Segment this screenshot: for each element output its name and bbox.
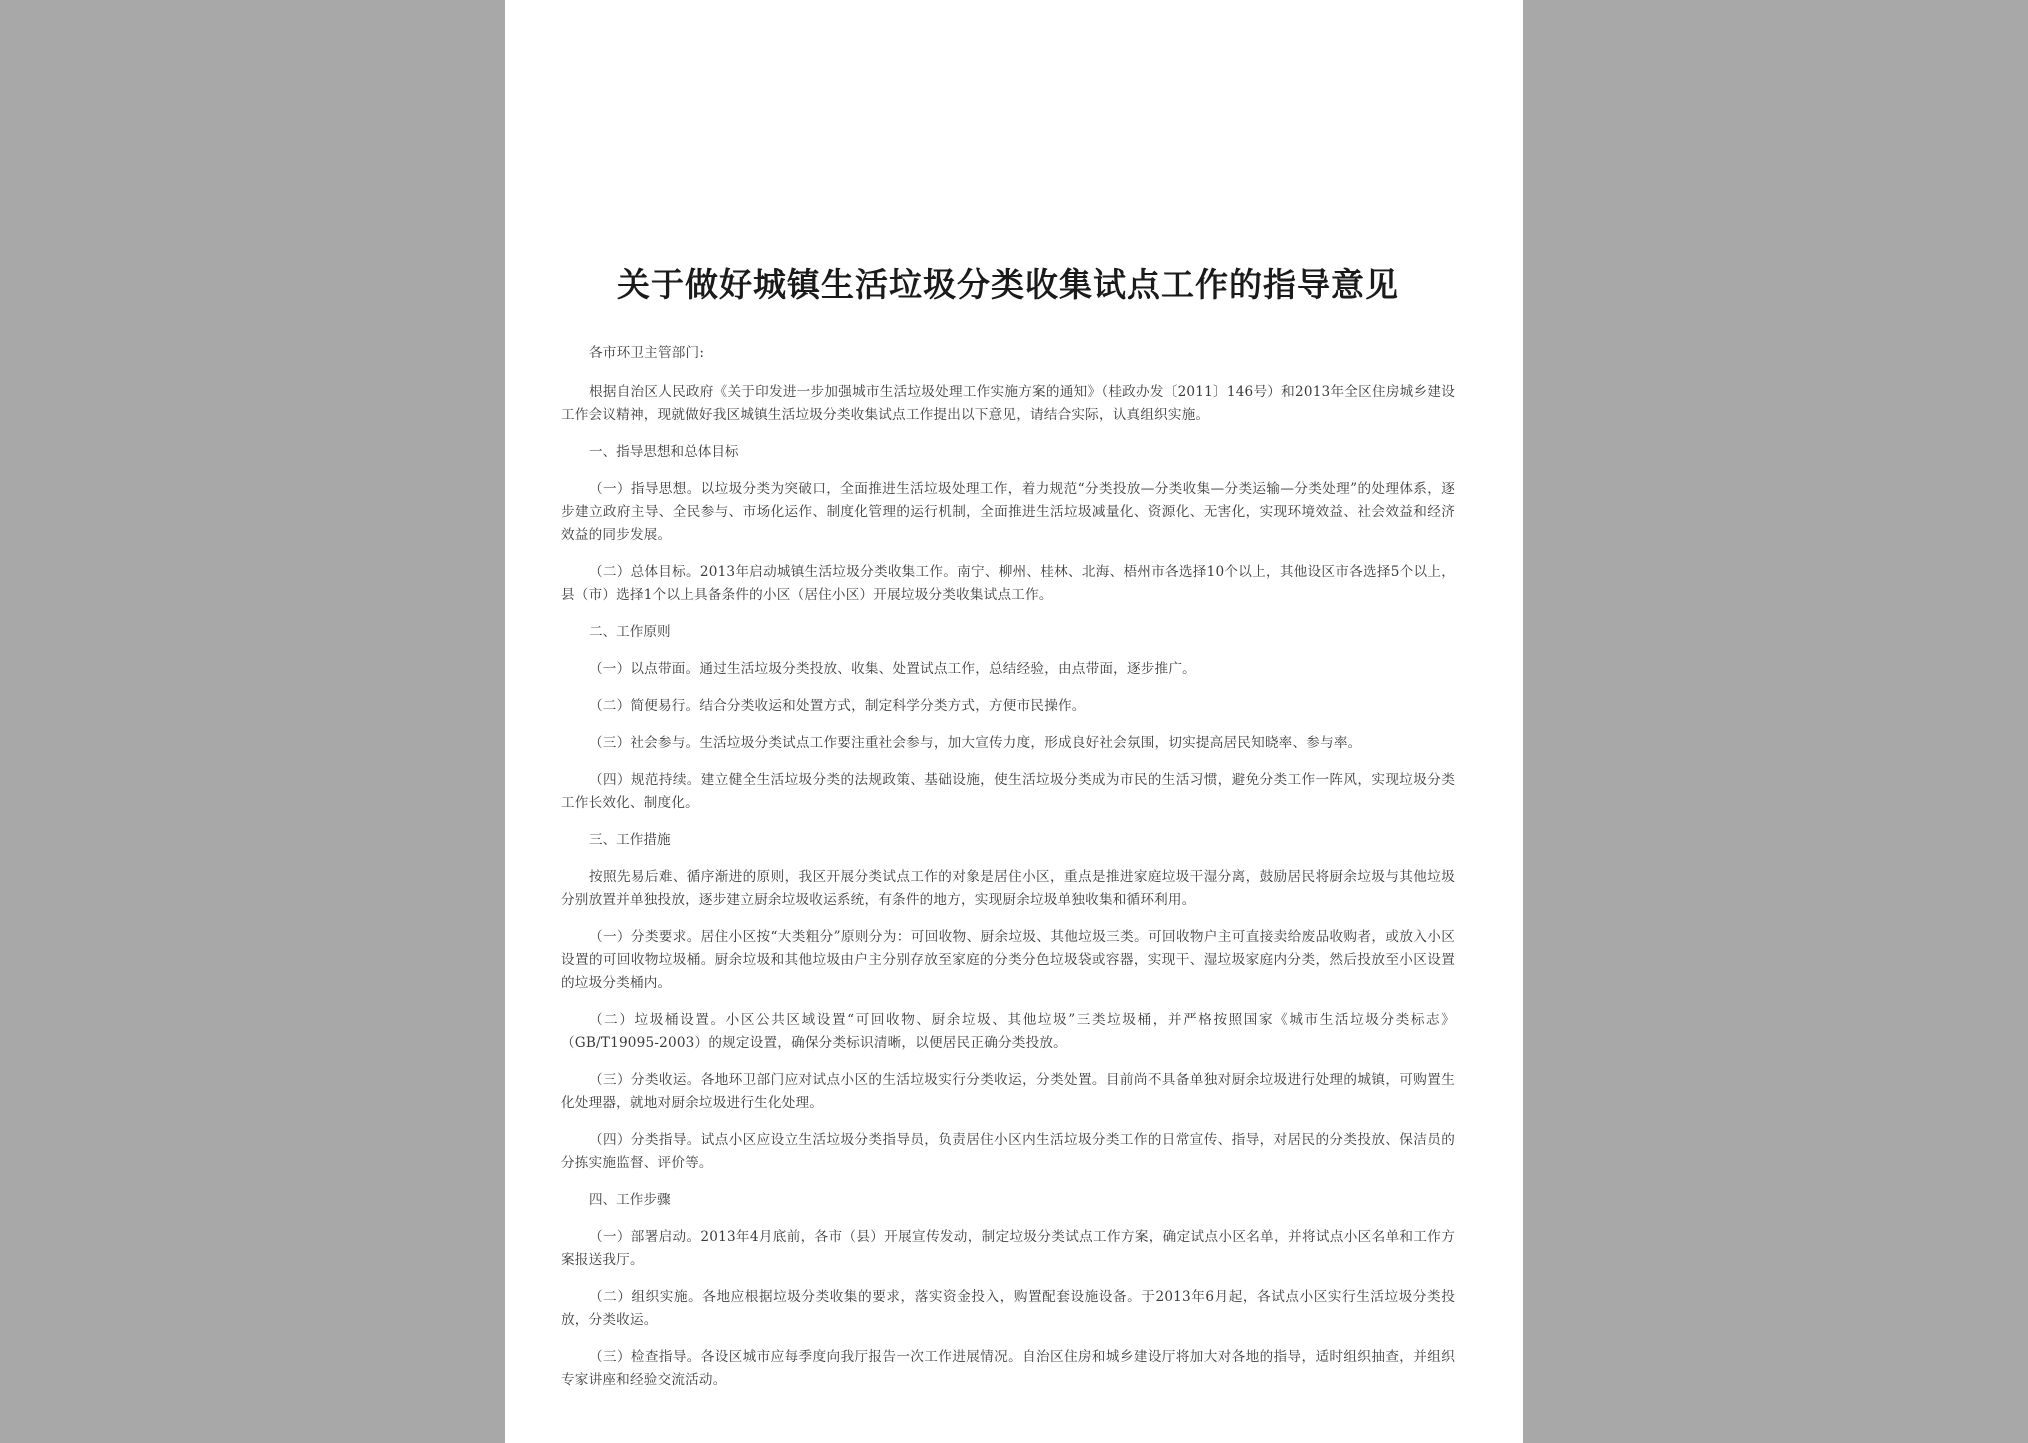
section-heading: 四、工作步骤 <box>589 1192 671 1208</box>
section-2 <box>561 621 1455 815</box>
paragraph: （二）简便易行。结合分类收运和处置方式，制定科学分类方式，方便市民操作。 <box>589 698 1086 714</box>
paragraph: （一）指导思想。以垃圾分类为突破口，全面推进生活垃圾处理工作，着力规范“分类投放—分类收集—分类运输—分类处理”的处理体系，逐步建立政府主导、全民参与、市场化运作、制度化管理的运行机制，全面推进生活垃圾减量化、资源化、无害化，实现环境效益、社会效益和经济效益的同步发展。 <box>561 481 1455 543</box>
paragraph: （四）分类指导。试点小区应设立生活垃圾分类指导员，负责居住小区内生活垃圾分类工作的日常宣传、指导，对居民的分类投放、保洁员的分拣实施监督、评价等。 <box>561 1132 1455 1171</box>
section-4 <box>561 1189 1455 1392</box>
paragraph: （二）组织实施。各地应根据垃圾分类收集的要求，落实资金投入，购置配套设施设备。于2013年6月起，各试点小区实行生活垃圾分类投放，分类收运。 <box>561 1289 1455 1328</box>
paragraph: （四）规范持续。建立健全生活垃圾分类的法规政策、基础设施，使生活垃圾分类成为市民的生活习惯，避免分类工作一阵风，实现垃圾分类工作长效化、制度化。 <box>561 772 1455 811</box>
section-heading: 三、工作措施 <box>589 832 671 848</box>
section-1 <box>561 441 1455 607</box>
paragraph: （一）部署启动。2013年4月底前，各市（县）开展宣传发动，制定垃圾分类试点工作方案，确定试点小区名单，并将试点小区名单和工作方案报送我厅。 <box>561 1229 1455 1268</box>
section-heading: 二、工作原则 <box>589 624 671 640</box>
paragraph: （一）分类要求。居住小区按“大类粗分”原则分为：可回收物、厨余垃圾、其他垃圾三类。可回收物户主可直接卖给废品收购者，或放入小区设置的可回收物垃圾桶。厨余垃圾和其他垃圾由户主分别存放至家庭的分类分色垃圾袋或容器，实现干、湿垃圾家庭内分类，然后投放至小区设置的垃圾分类桶内。 <box>561 929 1455 991</box>
document-page <box>505 0 1523 1443</box>
paragraph: （二）总体目标。2013年启动城镇生活垃圾分类收集工作。南宁、柳州、桂林、北海、梧州市各选择10个以上，其他设区市各选择5个以上，县（市）选择1个以上具备条件的小区（居住小区）开展垃圾分类收集试点工作。 <box>561 564 1455 603</box>
document-title: 关于做好城镇生活垃圾分类收集试点工作的指导意见 <box>617 265 1399 304</box>
section-3 <box>561 829 1455 1175</box>
section-heading: 一、指导思想和总体目标 <box>589 444 739 460</box>
paragraph: （三）社会参与。生活垃圾分类试点工作要注重社会参与，加大宣传力度，形成良好社会氛围，切实提高居民知晓率、参与率。 <box>589 735 1362 751</box>
paragraph: （二）垃圾桶设置。小区公共区域设置“可回收物、厨余垃圾、其他垃圾”三类垃圾桶，并严格按照国家《城市生活垃圾分类标志》（GB/T19095-2003）的规定设置，确保分类标识清晰，以便居民正确分类投放。 <box>561 1012 1455 1051</box>
paragraph: （三）检查指导。各设区城市应每季度向我厅报告一次工作进展情况。自治区住房和城乡建设厅将加大对各地的指导，适时组织抽查，并组织专家讲座和经验交流活动。 <box>561 1349 1455 1388</box>
intro-paragraph: 根据自治区人民政府《关于印发进一步加强城市生活垃圾处理工作实施方案的通知》（桂政办发〔2011〕146号）和2013年全区住房城乡建设工作会议精神，现就做好我区城镇生活垃圾分类收集试点工作提出以下意见，请结合实际，认真组织实施。 <box>561 384 1455 423</box>
paragraph: （三）分类收运。各地环卫部门应对试点小区的生活垃圾实行分类收运，分类处置。目前尚不具备单独对厨余垃圾进行处理的城镇，可购置生化处理器，就地对厨余垃圾进行生化处理。 <box>561 1072 1455 1111</box>
paragraph: 按照先易后难、循序渐进的原则，我区开展分类试点工作的对象是居住小区，重点是推进家庭垃圾干湿分离，鼓励居民将厨余垃圾与其他垃圾分别放置并单独投放，逐步建立厨余垃圾收运系统，有条件的地方，实现厨余垃圾单独收集和循环利用。 <box>561 869 1455 908</box>
salutation: 各市环卫主管部门: <box>589 345 705 361</box>
paragraph: （一）以点带面。通过生活垃圾分类投放、收集、处置试点工作，总结经验，由点带面，逐步推广。 <box>589 661 1196 677</box>
